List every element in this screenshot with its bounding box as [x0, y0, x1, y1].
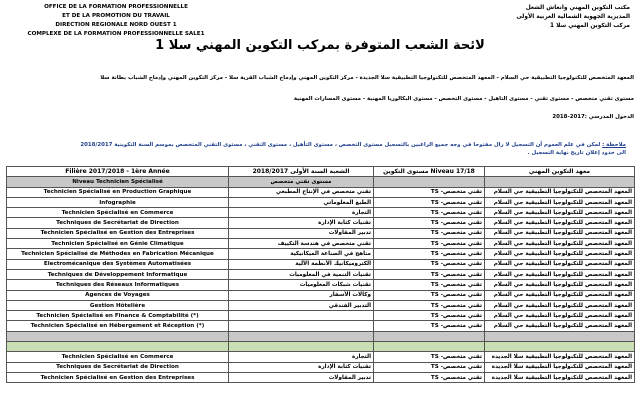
level-ar: مستوى تقني متخصص	[229, 177, 374, 187]
level-row	[7, 177, 635, 187]
cell-niveau: تقني متخصص- TS	[374, 290, 485, 300]
cell-etablissement: المعهد المتخصص للتكنولوجيا التطبيقية حي السلام	[485, 290, 635, 300]
separator-cell	[374, 342, 485, 352]
table-row	[7, 352, 635, 362]
cell-niveau: تقني متخصص- TS	[374, 300, 485, 310]
school-year: الدخول المدرسي :2017-2018	[552, 114, 634, 120]
header-right	[460, 4, 630, 31]
cell-shoba-ar: الكتروميكانيك الأنظمة الآلية	[229, 259, 374, 269]
header-right-line: المديرية الجهوية الشمالية الغربية الأولى	[516, 14, 630, 20]
cell-filiere-fr: Electromécanique des Systèmes Automatisées	[7, 259, 229, 269]
table-body-1	[7, 187, 635, 331]
cell-filiere-fr: Technicien Spécialisé en Production Graphique	[7, 187, 229, 197]
table-row	[7, 269, 635, 279]
cell-shoba-ar: تدبير المقاولات	[229, 372, 374, 382]
separator-cell	[485, 331, 635, 341]
cell-etablissement: المعهد المتخصص للتكنولوجيا التطبيقية حي السلام	[485, 197, 635, 207]
cell-niveau: تقني متخصص- TS	[374, 249, 485, 259]
cell-shoba-ar: تقنيات كتابة الإدارة	[229, 362, 374, 372]
cell-niveau: تقني متخصص- TS	[374, 372, 485, 382]
table-row	[7, 249, 635, 259]
header-filiere: Filière 2017/2018 - 1ère Année	[7, 167, 229, 177]
header-niveau: Niveau 17/18 مستوى التكوين	[374, 167, 485, 177]
cell-filiere-fr: Technicien Spécialisé en Commerce	[7, 208, 229, 218]
cell-etablissement: المعهد المتخصص للتكنولوجيا التطبيقية حي السلام	[485, 249, 635, 259]
cell-filiere-fr: Techniques de Secrétariat de Direction	[7, 362, 229, 372]
cell-filiere-fr: Techniques des Réseaux Informatiques	[7, 280, 229, 290]
separator-row	[7, 342, 635, 352]
table-row	[7, 300, 635, 310]
header-shoba: الشعبة السنة الأولى 2018/2017	[229, 167, 374, 177]
note-label: ملاحظة :	[602, 142, 626, 148]
separator-cell	[485, 342, 635, 352]
establishments-list: المعهد المتخصص للتكنولوجيا التطبيقية حي السلام - المعهد المتخصص للتكنولوجيا التطبيقية سلا الجديدة - مركز التكوين المهني وإدماج الشباب القرية سلا - مركز التكوين المهني وإدماج الشباب بطانة سلا	[100, 75, 634, 81]
cell-filiere-fr: Technicien Spécialisé en Gestion des Entreprises	[7, 228, 229, 238]
header-left-line: OFFICE DE LA FORMATION PROFESSIONNELLE	[44, 4, 188, 10]
cell-etablissement: المعهد المتخصص للتكنولوجيا التطبيقية حي السلام	[485, 239, 635, 249]
table-row	[7, 228, 635, 238]
cell-filiere-fr: Techniques de Secrétariat de Direction	[7, 218, 229, 228]
cell-shoba-ar	[229, 311, 374, 321]
table-row	[7, 321, 635, 331]
page-title: لائحة الشعب المتوفرة بمركب التكوين المهني سلا 1	[155, 38, 485, 53]
table-row	[7, 280, 635, 290]
cell-etablissement: المعهد المتخصص للتكنولوجيا التطبيقية حي السلام	[485, 269, 635, 279]
separator-cell	[229, 342, 374, 352]
filieres-table	[6, 166, 635, 383]
separator-cell	[229, 331, 374, 341]
separator-row	[7, 331, 635, 341]
cell-niveau: تقني متخصص- TS	[374, 352, 485, 362]
cell-etablissement: المعهد المتخصص للتكنولوجيا التطبيقية سلا الجديدة	[485, 372, 635, 382]
cell-niveau: تقني متخصص- TS	[374, 311, 485, 321]
cell-etablissement: المعهد المتخصص للتكنولوجيا التطبيقية سلا الجديدة	[485, 352, 635, 362]
cell-shoba-ar: التدبير الفندقي	[229, 300, 374, 310]
separator-cell	[374, 331, 485, 341]
table-row	[7, 372, 635, 382]
cell-filiere-fr: Techniques de Développement Informatique	[7, 269, 229, 279]
cell-shoba-ar: تقنيات شبكات المعلوميات	[229, 280, 374, 290]
cell-filiere-fr: Technicien Spécialisé en Gestion des Entreprises	[7, 372, 229, 382]
cell-niveau: تقني متخصص- TS	[374, 269, 485, 279]
cell-etablissement: المعهد المتخصص للتكنولوجيا التطبيقية حي السلام	[485, 218, 635, 228]
cell-filiere-fr: Technicien Spécialisé en Génie Climatique	[7, 239, 229, 249]
note-text: لمكن في علم العموم أن التسجيل لا زال مفتوحا في وجه جميع الراغبين بالتسجيل مستوى التخصص ، مستوى التأهيل ، مستوى التقني ، مستوى التقني المتخصص بموسم السنة التكوينية 2018/2017	[80, 142, 601, 148]
cell-niveau: تقني متخصص- TS	[374, 218, 485, 228]
table-header-row	[7, 167, 635, 177]
level-empty	[374, 177, 485, 187]
cell-niveau: تقني متخصص- TS	[374, 280, 485, 290]
header-left-line: COMPLEXE DE LA FORMATION PROFESSIONNELLE SALE1	[27, 31, 205, 37]
cell-filiere-fr: Technicien Spécialisé en Finance & Comptabilité (*)	[7, 311, 229, 321]
cell-shoba-ar: تدبير المقاولات	[229, 228, 374, 238]
cell-filiere-fr: Agences de Voyages	[7, 290, 229, 300]
cell-etablissement: المعهد المتخصص للتكنولوجيا التطبيقية حي السلام	[485, 208, 635, 218]
table-body-2	[7, 352, 635, 383]
cell-etablissement: المعهد المتخصص للتكنولوجيا التطبيقية حي السلام	[485, 187, 635, 197]
cell-etablissement: المعهد المتخصص للتكنولوجيا التطبيقية حي السلام	[485, 228, 635, 238]
cell-filiere-fr: Technicien Spécialisé en Commerce	[7, 352, 229, 362]
cell-filiere-fr: Technicien Spécialisé en Hébergement et Réception (*)	[7, 321, 229, 331]
cell-shoba-ar: تقني متخصص في الإنتاج المطبعي	[229, 187, 374, 197]
cell-etablissement: المعهد المتخصص للتكنولوجيا التطبيقية سلا الجديدة	[485, 362, 635, 372]
separator-cell	[7, 342, 229, 352]
cell-niveau: تقني متخصص- TS	[374, 197, 485, 207]
cell-niveau: تقني متخصص- TS	[374, 187, 485, 197]
cell-niveau: تقني متخصص- TS	[374, 228, 485, 238]
cell-niveau: تقني متخصص- TS	[374, 362, 485, 372]
cell-niveau: تقني متخصص- TS	[374, 208, 485, 218]
header-left-line: DIRECTION REGIONALE NORD OUEST 1	[55, 22, 177, 28]
cell-etablissement: المعهد المتخصص للتكنولوجيا التطبيقية حي السلام	[485, 321, 635, 331]
cell-etablissement: المعهد المتخصص للتكنولوجيا التطبيقية حي السلام	[485, 311, 635, 321]
level-fr: Niveau Technicien Spécialisé	[7, 177, 229, 187]
header-right-line: مكتب التكوين المهني وانعاش الشغل	[525, 5, 630, 11]
header-right-line: مركب التكوين المهني سلا 1	[550, 23, 630, 29]
cell-etablissement: المعهد المتخصص للتكنولوجيا التطبيقية حي السلام	[485, 259, 635, 269]
cell-shoba-ar: التجارة	[229, 352, 374, 362]
table-row	[7, 218, 635, 228]
header-left	[6, 3, 226, 39]
level-empty	[485, 177, 635, 187]
separator-cell	[7, 331, 229, 341]
cell-filiere-fr: Gestion Hôtelière	[7, 300, 229, 310]
cell-niveau: تقني متخصص- TS	[374, 239, 485, 249]
table-row	[7, 311, 635, 321]
cell-shoba-ar: تقنيات كتابة الإدارة	[229, 218, 374, 228]
registration-note	[6, 141, 634, 163]
table-row	[7, 197, 635, 207]
cell-etablissement: المعهد المتخصص للتكنولوجيا التطبيقية حي السلام	[485, 280, 635, 290]
cell-shoba-ar: التجارة	[229, 208, 374, 218]
table-row	[7, 187, 635, 197]
cell-etablissement: المعهد المتخصص للتكنولوجيا التطبيقية حي السلام	[485, 300, 635, 310]
table-row	[7, 259, 635, 269]
cell-shoba-ar: وكالات الأسفار	[229, 290, 374, 300]
note-text-2: الى حدود إعلان تاريخ نهاية التسجيل .	[527, 150, 626, 156]
cell-filiere-fr: Technicien Spécialisé de Méthodes en Fabrication Mécanique	[7, 249, 229, 259]
cell-shoba-ar: تقنيات التنمية في المعلوميات	[229, 269, 374, 279]
header-etablissement: معهد التكوين المهني	[485, 167, 635, 177]
header-left-line: ET DE LA PROMOTION DU TRAVAIL	[62, 13, 170, 19]
table-row	[7, 208, 635, 218]
cell-filiere-fr: Infographie	[7, 197, 229, 207]
cell-shoba-ar: مناهج في الصناعة الميكانيكية	[229, 249, 374, 259]
table-row	[7, 290, 635, 300]
cell-niveau: تقني متخصص- TS	[374, 259, 485, 269]
cell-shoba-ar	[229, 321, 374, 331]
table-row	[7, 239, 635, 249]
levels-list: مستوى تقني متخصص - مستوى تقني - مستوى التأهيل - مستوى التخصص - مستوى البكالوريا المهنية - مستوى المسارات المهنية	[293, 96, 634, 102]
cell-shoba-ar: الطبع المعلوماتي	[229, 197, 374, 207]
table-row	[7, 362, 635, 372]
cell-niveau: تقني متخصص- TS	[374, 321, 485, 331]
cell-shoba-ar: تقني متخصص في هندسة التكييف	[229, 239, 374, 249]
